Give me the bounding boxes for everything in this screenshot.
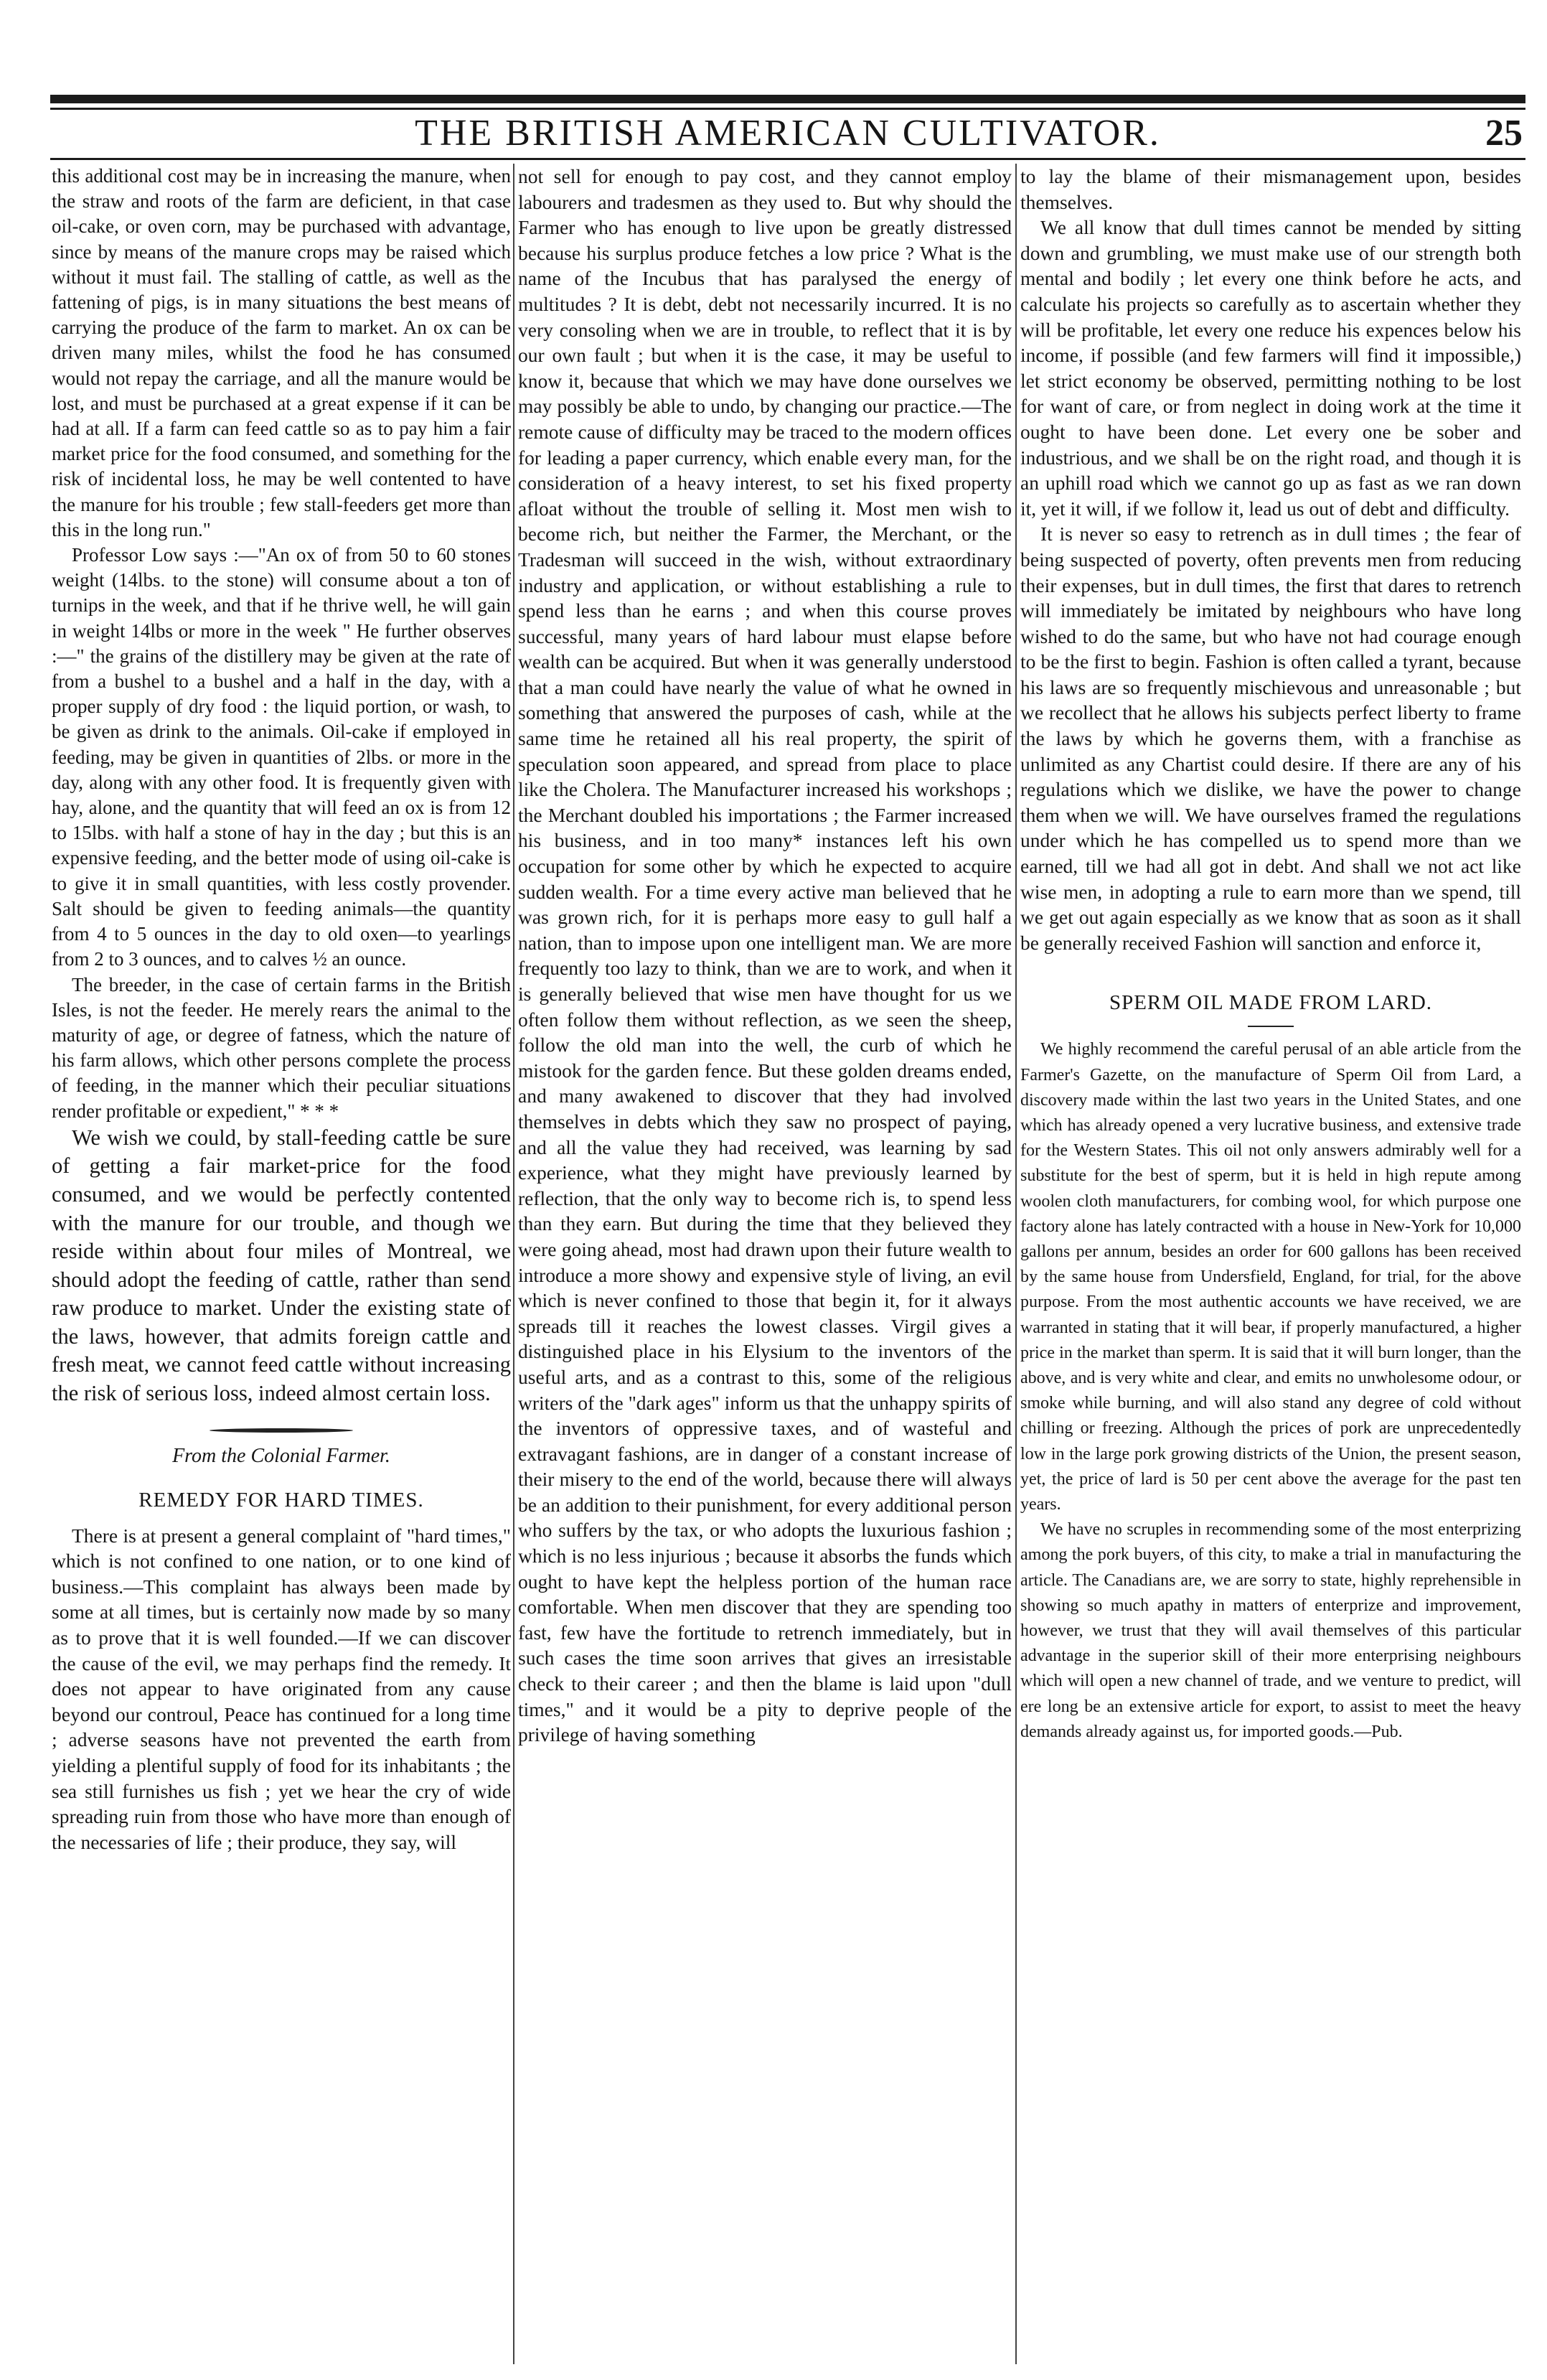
spacer (1020, 955, 1521, 973)
column-2 (518, 164, 1012, 2367)
top-rule-thin (50, 108, 1525, 110)
column-divider (513, 164, 514, 2364)
column-3 (1020, 164, 1521, 2367)
column-divider (1015, 164, 1017, 2364)
short-rule (1248, 1026, 1294, 1027)
article-headline: REMEDY FOR HARD TIMES. (138, 1488, 424, 1512)
page-number: 25 (1485, 113, 1523, 154)
paragraph: We all know that dull times cannot be mended by sitting down and grumbling, we must make use of our strength both mental and bodily ; let every one think before he acts, and calculate his projects so carefully as to ascertain whether they will be profitable, let every one reduce his expences below his income, if possible (and few farmers will find it impossible,) let strict economy be observed, permitting nothing to be lost for want of care, or from neglect in doing work at the time it ought to have been done. Let every one be sober and industrious, and we shall be on the right road, and though it is an uphill road which we cannot go up as fast as we ran down it, yet it will, if we follow it, lead us out of debt and difficulty. (1020, 216, 1521, 520)
article-headline: SPERM OIL MADE FROM LARD. (1109, 991, 1433, 1015)
column-3-lower (1020, 1037, 1521, 1745)
article-byline: From the Colonial Farmer. (172, 1444, 390, 1467)
column-1-lower (52, 1523, 511, 1855)
top-rule (50, 95, 1525, 103)
page-header (50, 112, 1525, 155)
paragraph: Professor Low says :—"An ox of from 50 to 60 stones weight (14lbs. to the stone) will consume about a ton of turnips in the week, and that if he thrive well, he will gain in weight 14lbs or more in the week " He further observes :—" the grains of the distillery may be given at the rate of from a bushel to a bushel and a half in the day, with a proper supply of dry food : the liquid portion, or wash, to be given as drink to the animals. Oil-cake if employed in feeding, may be given in quantities of 2lbs. or more in the day, along with any other food. It is frequently given with hay, alone, and the quantity that will feed an ox is from 12 to 15lbs. with half a stone of hay in the day ; but this is an expensive feeding, and the better mode of using oil-cake is to give it in small quantities, with less costly provender. Salt should be given to feeding animals—the quantity from 4 to 5 ounces in the day to old oxen—to yearlings from 2 to 3 ounces, and to calves ½ an ounce. (52, 544, 511, 970)
column-1-editorial (52, 1124, 511, 1408)
ornamental-divider (210, 1428, 353, 1433)
paragraph: We have no scruples in recommending some of the most enterprizing among the pork buyers, of this city, to make a trial in manufacturing the article. The Canadians are, we are sorry to state, highly reprehensible in showing so much apathy in matters of enterprize and improvement, however, we trust that they will avail themselves of this particular advantage in the superior skill of their more enterprising neighbours which will open a new channel of trade, and we venture to predict, will ere long be an extensive article for export, to assist to meet the heavy demands already against us, for imported goods.—Pub. (1020, 1520, 1521, 1741)
column-1 (52, 164, 511, 2367)
column-3-upper (1020, 164, 1521, 955)
paragraph: not sell for enough to pay cost, and they cannot employ labourers and tradesmen as they used to. But why should the Farmer who has enough to live upon be greatly distressed because his surplus produce fetches a low price ? What is the name of the Incubus that has paralysed the energy of multitudes ? It is debt, debt not necessarily incurred. It is no very consoling when we are in trouble, to reflect that it is by our own fault ; but when it is the case, it may be useful to know it, because that which we may have done ourselves we may possibly be able to undo, by changing our practice.—The remote cause of difficulty may be traced to the modern offices for leading a paper currency, which enable every man, for the consideration of a heavy interest, to set his fixed property afloat without the trouble of selling it. Most men wish to become rich, but neither the Farmer, the Merchant, or the Tradesman will succeed in the wish, without extraordinary industry and application, or without establishing a rule to spend less than he earns ; and when this course proves successful, many years of hard labour must elapse before wealth can be acquired. But when it was generally understood that a man could have nearly the value of what he owned in something that answered the purposes of cash, while at the same time he retained all his real property, the spirit of speculation soon appeared, and spread from place to place like the Cholera. The Manufacturer increased his workshops ; the Merchant doubled his importations ; the Farmer increased his business, and in too many* instances left his own occupation for some other by which he expected to acquire sudden wealth. For a time every active man believed that he was grown rich, for it is perhaps more easy to gull half a nation, than to impose upon one intelligent man. We are more frequently too lazy to think, than we are to work, and when it is generally believed that wise men have thought for us we often follow them without reflection, as we seen the sheep, follow the old man into the well, the curb of which he mistook for the garden fence. But these golden dreams ended, and many awakened to discover that they had involved themselves in debts which they saw no prospect of paying, and all the value they had received, was learning by sad experience, what they might have previously learned by reflection, that the only way to become rich is, to spend less than they earn. But during the time that they believed they were going ahead, most had drawn upon their future wealth to introduce a more showy and expensive style of living, an evil which is never confined to those that begin it, for it always spreads till it reaches the lowest classes. Virgil gives a distinguished place in his Elysium to the inventors of the useful arts, and as a contrast to this, some of the religious writers of the "dark ages" inform us that the unhappy spirits of the inventors of oppressive taxes, and of wasteful and extravagant fashions, are in danger of a constant increase of their misery to the end of the world, because there will always be an addition to their punishment, for every additional person who suffers by the tax, or who adopts the luxurious fashion ; which is no less injurious ; because it absorbs the funds which ought to have kept the helpless portion of the human race comfortable. When men discover that they are spending too fast, few have the fortitude to retrench immediately, but in such cases the time soon arrives that gives an irresistable check to their career ; and then the blame is laid upon "dull times," and it would be a pity to deprive people of the privilege of having something (518, 165, 1012, 1746)
paragraph: It is never so easy to retrench as in dull times ; the fear of being suspected of poverty, often prevents men from reducing their expenses, but in dull times, the first that dares to retrench will immediately be imitated by neighbours who have long wished to do the same, but who have not had courage enough to be the first to begin. Fashion is often called a tyrant, because his laws are so frequently mischievous and unreasonable ; but we recollect that he allows his subjects perfect liberty to frame the laws by which he governs them, with a franchise as unlimited as any Chartist could desire. If there are any of his regulations which we dislike, we have the power to change them when we will. We have ourselves framed the regulations under which he has compelled us to spend more than we earned, till we had all got in debt. And shall we not act like wise men, in adopting a rule to earn more than we spend, till we get out again especially as we know that as soon as it shall be generally received Fashion will sanction and enforce it, (1020, 523, 1521, 954)
paragraph: We wish we could, by stall-feeding cattle be sure of getting a fair market-price for the food consumed, and we would be perfectly contented with the manure for our trouble, and though we reside within about four miles of Montreal, we should adopt the feeding of cattle, rather than send raw produce to market. Under the existing state of the laws, however, that admits foreign cattle and fresh meat, we cannot feed cattle without increasing the risk of serious loss, indeed almost certain loss. (52, 1125, 511, 1406)
paragraph: to lay the blame of their mismanagement upon, besides themselves. (1020, 165, 1521, 213)
paragraph: There is at present a general complaint of "hard times," which is not confined to one nation, or to one kind of business.—This complaint has always been made by some at all times, but is certainly now made by so many as to prove that it is well founded.—If we can discover the cause of the evil, we may perhaps find the remedy. It does not appear to have originated from any cause beyond our controul, Peace has continued for a long time ; adverse seasons have not prevented the earth from yielding a plentiful supply of food for its inhabitants ; the sea still furnishes us fish ; yet we hear the cry of wide spreading ruin from those who have more than enough of the necessaries of life ; their produce, they say, will (52, 1524, 511, 1853)
column-1-upper (52, 164, 511, 1124)
paragraph: We highly recommend the careful perusal of an able article from the Farmer's Gazette, on the manufacture of Sperm Oil from Lard, a discovery made within the last two years in the United States, and one which has already opened a very lucrative business, and extensive trade for the Western States. This oil not only answers admirably well for a substitute for the best of sperm, but it is held in high repute among woolen cloth manufacturers, for combing wool, for which purpose one factory alone has lately contracted with a house in New-York for 10,000 gallons per annum, besides an order for 600 gallons has been received by the same house from Undersfield, England, for trial, for the above purpose. From the most authentic accounts we have received, we are warranted in stating that it will bear, if properly manufactured, a higher price in the market than sperm. It is said that it will burn longer, than the above, and is very white and clear, and emits no unwholesome odour, or smoke while burning, and will also stand any degree of cold without chilling or freezing. Although the prices of pork are unprecedentedly low in the large pork growing districts of the Union, the present season, yet, the price of lard is 50 per cent above the average for the past ten years. (1020, 1040, 1521, 1514)
header-rule (50, 158, 1525, 160)
paragraph: The breeder, in the case of certain farms in the British Isles, is not the feeder. He merely rears the animal to the maturity of age, or degree of fatness, which the nature of his farm allows, which other persons complete the process of feeding, in the manner which their peculiar situations render profitable or expedient," * * * (52, 973, 511, 1122)
masthead-title: THE BRITISH AMERICAN CULTIVATOR. (415, 113, 1161, 154)
paragraph: this additional cost may be in increasing the manure, when the straw and roots of the farm are deficient, in that case oil-cake, or oven corn, may be purchased with advantage, since by means of the manure crops may be raised which without it must fail. The stalling of cattle, as well as the fattening of pigs, is in many situations the best means of carrying the produce of the farm to market. An ox can be driven many miles, whilst the food he has consumed would not repay the carriage, and all the manure would be lost, and must be purchased at a great expense if it can be had at all. If a farm can feed cattle so as to pay him a fair market price for the food consumed, and something for the risk of incidental loss, he may be well contented to have the manure for his trouble ; few stall-feeders get more than this in the long run." (52, 165, 511, 540)
